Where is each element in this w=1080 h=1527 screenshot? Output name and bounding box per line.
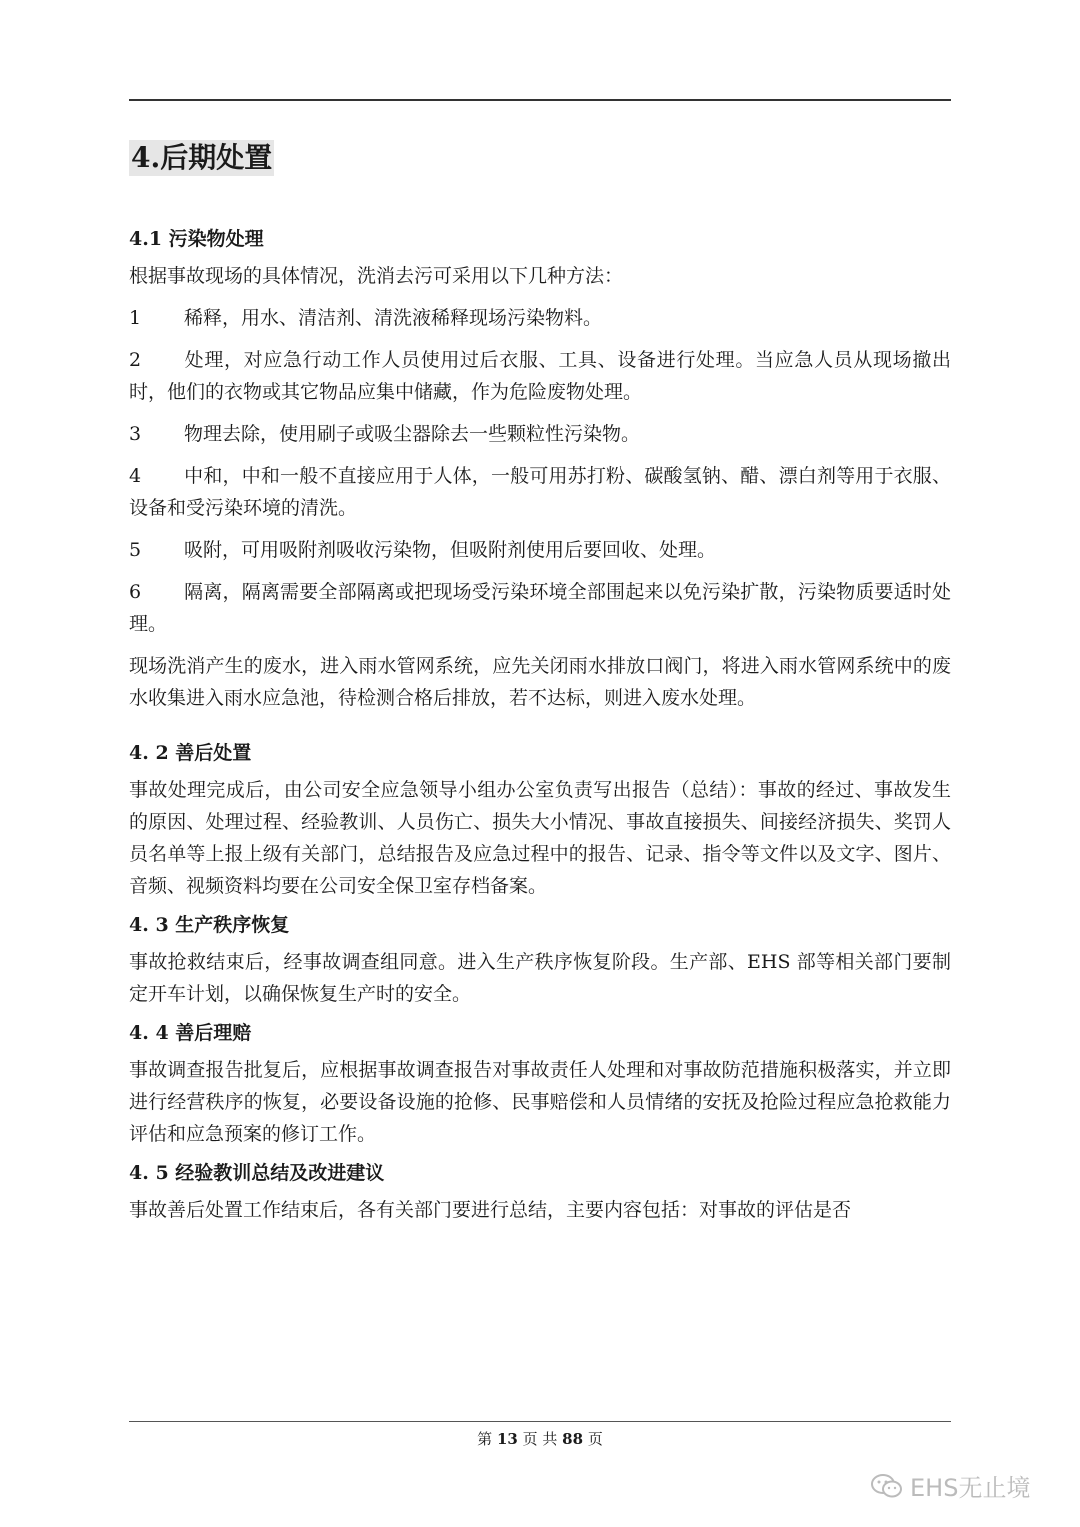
section-title: 4.后期处置 [131,141,273,174]
total-pages: 88 [562,1430,584,1448]
wechat-icon [870,1473,904,1499]
list-item [129,460,951,524]
list-item-number: 3 [129,423,142,445]
paragraph: 事故抢救结束后，经事故调查组同意。进入生产秩序恢复阶段。生产部、EHS 部等相关部门要制定开车计划，以确保恢复生产时的安全。 [129,951,951,1005]
list-item [129,302,951,334]
footer-prefix: 第 [477,1430,493,1448]
list-item-number: 4 [129,465,142,487]
list-item-text: 隔离，隔离需要全部隔离或把现场受污染环境全部围起来以免污染扩散，污染物质要适时处理。 [129,581,951,635]
document-body [129,140,951,1236]
subsection-heading-4-3: 4. 3 生产秩序恢复 [129,914,290,936]
list-item-number: 2 [129,349,142,371]
paragraph: 事故处理完成后，由公司安全应急领导小组办公室负责写出报告（总结）：事故的经过、事故发生的原因、处理过程、经验教训、人员伤亡、损失大小情况、事故直接损失、间接经济损失、奖罚人员名单等上报上级有关部门，总结报告及应急过程中的报告、记录、指令等文件以及文字、图片、音频、视频资料均要在公司安全保卫室存档备案。 [129,779,951,897]
list-item-number: 6 [129,581,142,603]
watermark [870,1468,1030,1503]
subsection-heading-4-1: 4.1 污染物处理 [129,228,264,250]
footer-mid: 页 共 [522,1430,558,1448]
header-rule [129,99,951,101]
paragraph-closing: 现场洗消产生的废水，进入雨水管网系统，应先关闭雨水排放口阀门，将进入雨水管网系统中的废水收集进入雨水应急池，待检测合格后排放，若不达标，则进入废水处理。 [129,655,951,709]
current-page: 13 [496,1430,518,1448]
subsection-heading-4-2: 4. 2 善后处置 [129,742,252,764]
list-item-number: 1 [129,307,142,329]
subsection-heading-4-5: 4. 5 经验教训总结及改进建议 [129,1162,385,1184]
list-item [129,576,951,640]
list-item [129,534,951,566]
subsection-heading-4-4: 4. 4 善后理赔 [129,1022,252,1044]
paragraph: 事故善后处置工作结束后，各有关部门要进行总结，主要内容包括：对事故的评估是否 [129,1199,852,1221]
paragraph: 事故调查报告批复后，应根据事故调查报告对事故责任人处理和对事故防范措施积极落实，并立即进行经营秩序的恢复，必要设备设施的抢修、民事赔偿和人员情绪的安抚及抢险过程应急抢救能力评估和应急预案的修订工作。 [129,1059,951,1145]
list-item-text: 稀释，用水、清洁剂、清洗液稀释现场污染物料。 [184,307,603,329]
list-item-text: 中和，中和一般不直接应用于人体，一般可用苏打粉、碳酸氢钠、醋、漂白剂等用于衣服、设备和受污染环境的清洗。 [129,465,951,519]
footer-suffix: 页 [587,1430,603,1448]
footer-rule [129,1421,951,1422]
page-number-footer [129,1428,951,1449]
list-item [129,418,951,450]
list-item-number: 5 [129,539,142,561]
watermark-text: EHS无止境 [910,1474,1031,1502]
list-item-text: 处理，对应急行动工作人员使用过后衣服、工具、设备进行处理。当应急人员从现场撤出时，他们的衣物或其它物品应集中储藏，作为危险废物处理。 [129,349,951,403]
paragraph-intro: 根据事故现场的具体情况，洗消去污可采用以下几种方法： [129,265,624,287]
list-item [129,344,951,408]
list-item-text: 物理去除，使用刷子或吸尘器除去一些颗粒性污染物。 [184,423,641,445]
list-item-text: 吸附，可用吸附剂吸收污染物，但吸附剂使用后要回收、处理。 [184,539,717,561]
